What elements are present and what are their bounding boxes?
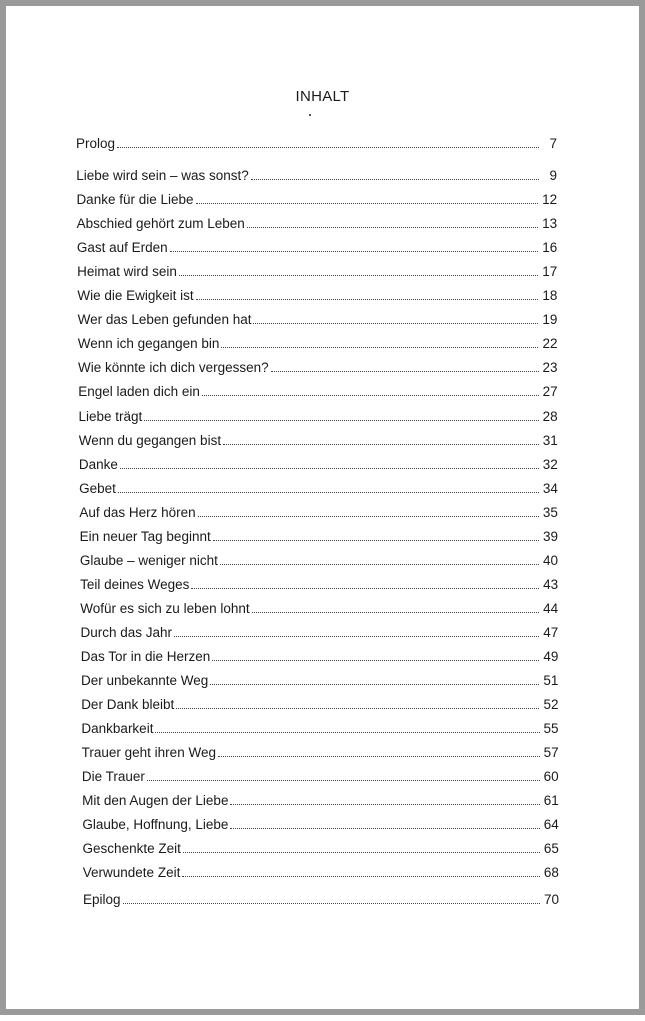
toc-entry-title: Teil deines Weges [80, 576, 190, 592]
toc-entry-title: Verwundete Zeit [82, 865, 181, 881]
toc-entry [78, 407, 557, 425]
toc-entry-title: Engel laden dich ein [78, 384, 200, 400]
toc-entry-title: Wenn ich gegangen bin [77, 336, 220, 352]
toc-entry-page-number: 68 [543, 865, 559, 881]
toc-dot-leader [174, 636, 539, 637]
toc-entry-page-number: 22 [542, 336, 558, 352]
toc-entry-page-number: 65 [543, 841, 559, 857]
toc-entry-title: Wie die Ewigkeit ist [77, 288, 194, 304]
toc-dot-leader [117, 147, 539, 148]
toc-entry [81, 719, 558, 737]
toc-entry-page-number: 23 [542, 360, 558, 376]
toc-entry-page-number: 32 [542, 456, 558, 472]
toc-entry-page-number: 18 [542, 288, 558, 304]
toc-entry [77, 262, 557, 280]
toc-entry [78, 382, 557, 400]
toc-dot-leader [220, 564, 539, 565]
table-of-contents [6, 6, 645, 1021]
toc-entry [80, 527, 558, 545]
toc-dot-leader [210, 684, 539, 685]
toc-entry [82, 791, 559, 809]
toc-entry-page-number: 55 [543, 721, 559, 737]
toc-entry [80, 551, 558, 569]
toc-entry [82, 815, 558, 833]
toc-entry [76, 134, 557, 152]
toc-entry-page-number: 34 [542, 480, 558, 496]
toc-entry-page-number: 35 [542, 504, 558, 520]
toc-entry [77, 286, 557, 304]
toc-entry-title: Glaube – weniger nicht [79, 552, 218, 568]
toc-entry-page-number: 52 [543, 697, 559, 713]
toc-entry-page-number: 19 [542, 312, 558, 328]
toc-dot-leader [252, 612, 540, 613]
toc-entry [79, 503, 558, 521]
toc-entry-title: Danke für die Liebe [76, 192, 194, 208]
toc-entry-page-number: 60 [543, 769, 559, 785]
toc-entry-title: Gast auf Erden [76, 240, 168, 256]
toc-entry-page-number: 31 [542, 432, 558, 448]
toc-entry-title: Gebet [79, 480, 116, 496]
toc-entry [83, 890, 559, 908]
toc-entry [83, 839, 559, 857]
toc-dot-leader [118, 492, 539, 493]
toc-dot-leader [196, 299, 539, 300]
toc-dot-leader [212, 660, 539, 661]
toc-entry-title: Prolog [76, 136, 116, 151]
toc-entry [81, 647, 559, 665]
toc-entry-title: Das Tor in die Herzen [80, 649, 211, 664]
toc-dot-leader [144, 420, 538, 421]
toc-entry [83, 863, 559, 881]
toc-entry-title: Epilog [83, 892, 121, 907]
toc-dot-leader [170, 251, 539, 252]
toc-entry [81, 671, 558, 689]
toc-dot-leader [247, 227, 538, 228]
toc-entry [79, 431, 558, 449]
toc-entry-page-number: 12 [542, 192, 558, 208]
toc-entry-title: Wer das Leben gefunden hat [77, 312, 252, 328]
toc-dot-leader [147, 780, 540, 781]
toc-entry-page-number: 16 [542, 240, 558, 256]
page-title: INHALT [295, 88, 350, 105]
toc-entry-page-number: 44 [543, 600, 559, 616]
toc-dot-leader [221, 347, 538, 348]
toc-entry [78, 334, 558, 352]
toc-entry-page-number: 64 [543, 817, 559, 833]
toc-entry-title: Der unbekannte Weg [80, 673, 209, 689]
toc-dot-leader [179, 275, 538, 276]
toc-entry [77, 238, 557, 256]
toc-entry [76, 190, 557, 208]
toc-dot-leader [183, 852, 540, 853]
toc-dot-leader [120, 468, 539, 469]
toc-entry [80, 575, 558, 593]
toc-entry-title: Liebe wird sein – was sonst? [76, 168, 249, 183]
toc-entry-title: Wofür es sich zu leben lohnt [80, 600, 250, 616]
toc-dot-leader [191, 588, 539, 589]
toc-entry-title: Heimat wird sein [77, 264, 177, 280]
toc-entry-title: Liebe trägt [78, 408, 143, 424]
toc-entry-page-number: 70 [543, 892, 559, 907]
toc-entry-title: Wenn du gegangen bist [78, 432, 222, 448]
toc-entry [79, 479, 558, 497]
toc-entry-page-number: 49 [543, 649, 559, 664]
toc-entry-title: Auf das Herz hören [79, 504, 196, 520]
toc-entry-title: Trauer geht ihren Weg [81, 745, 216, 761]
toc-dot-leader [196, 203, 539, 204]
toc-entry [80, 599, 558, 617]
toc-entry-page-number: 17 [542, 264, 558, 280]
toc-entry [81, 623, 559, 641]
toc-dot-leader [223, 444, 539, 445]
toc-entry-title: Durch das Jahr [80, 624, 173, 640]
toc-dot-leader [155, 732, 539, 733]
toc-entry-page-number: 28 [542, 408, 558, 424]
toc-entry-page-number: 47 [543, 624, 559, 640]
toc-entry [76, 166, 557, 184]
toc-entry-page-number: 61 [543, 793, 559, 809]
toc-entry-title: Die Trauer [81, 769, 145, 785]
toc-dot-leader [218, 756, 540, 757]
toc-dot-leader [176, 708, 539, 709]
toc-dot-leader [251, 179, 539, 180]
toc-entry-title: Geschenkte Zeit [82, 841, 181, 857]
toc-entry [78, 310, 558, 328]
toc-entry-title: Danke [78, 456, 118, 472]
toc-entry-page-number: 39 [542, 528, 559, 544]
toc-entry-page-number: 57 [543, 745, 559, 761]
toc-dot-leader [230, 804, 539, 805]
toc-entry [81, 695, 558, 713]
toc-entry [82, 767, 559, 785]
toc-dot-leader [123, 903, 540, 904]
toc-entry-page-number: 40 [543, 552, 559, 568]
toc-entry-title: Abschied gehört zum Leben [76, 216, 245, 232]
toc-dot-leader [182, 876, 540, 877]
toc-entry [77, 214, 558, 232]
toc-entry-page-number: 9 [549, 168, 558, 183]
toc-entry-title: Dankbarkeit [81, 721, 154, 737]
toc-entry-title: Mit den Augen der Liebe [82, 793, 229, 809]
toc-entry [79, 455, 558, 473]
toc-entry-title: Der Dank bleibt [81, 697, 175, 713]
toc-dot-leader [213, 540, 539, 541]
toc-dot-leader [253, 323, 538, 324]
toc-dot-leader [230, 828, 539, 829]
toc-entry [78, 358, 558, 376]
toc-entry [82, 743, 559, 761]
toc-entry-page-number: 27 [542, 384, 558, 400]
toc-entry-page-number: 13 [542, 216, 558, 232]
toc-entry-page-number: 51 [543, 673, 559, 689]
toc-dot-leader [271, 371, 539, 372]
toc-entry-title: Wie könnte ich dich vergessen? [78, 360, 269, 376]
toc-dot-leader [202, 395, 539, 396]
toc-dot-leader [198, 516, 539, 517]
toc-entry-page-number: 43 [543, 576, 559, 592]
toc-entry-title: Glaube, Hoffnung, Liebe [82, 817, 229, 833]
toc-entry-page-number: 7 [549, 136, 557, 151]
toc-entry-title: Ein neuer Tag beginnt [79, 528, 211, 544]
